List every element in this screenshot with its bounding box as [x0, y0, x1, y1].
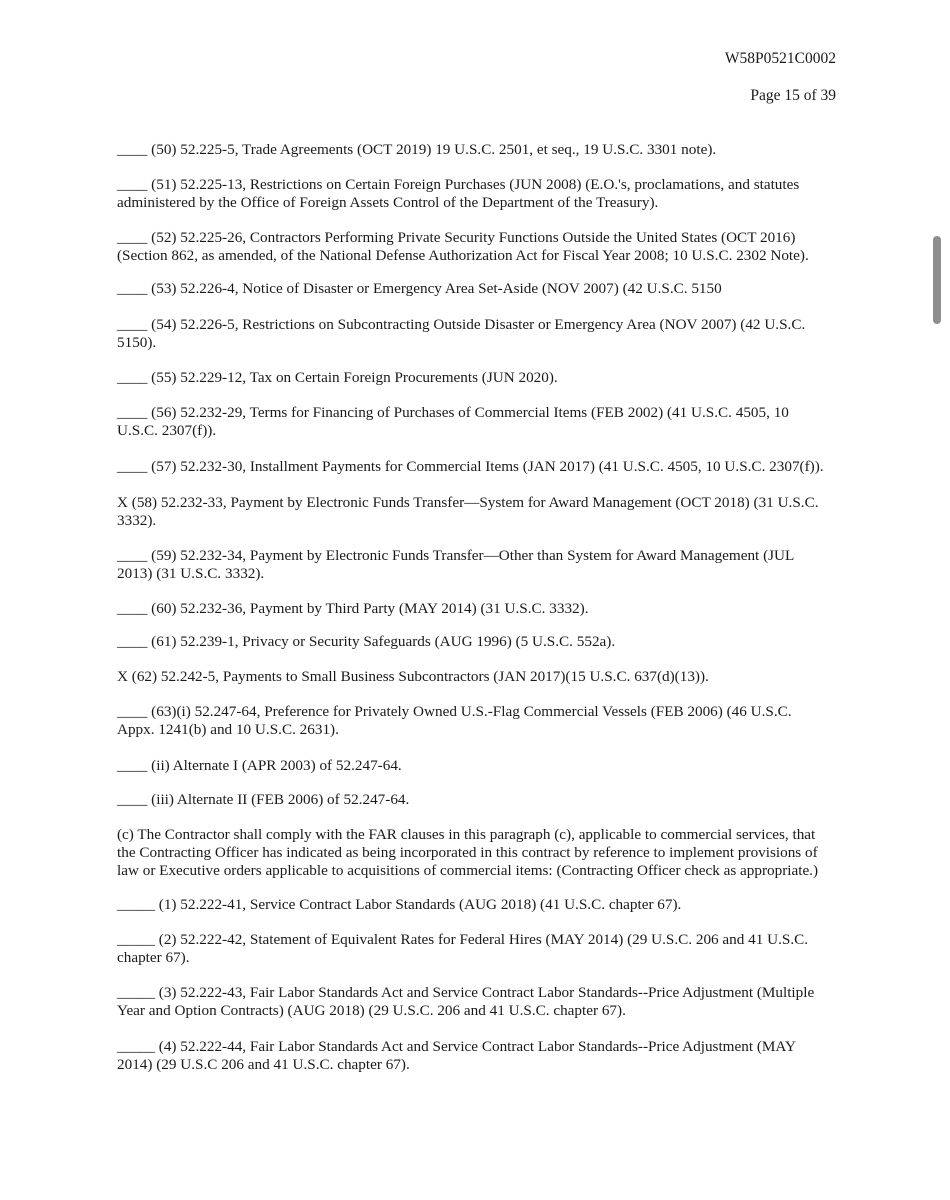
clause-text-line: _____ (1) 52.222-41, Service Contract Labor Standards (AUG 2018) (41 U.S.C. chapter 67).	[117, 896, 682, 913]
clause-item	[117, 757, 842, 775]
scrollbar-thumb[interactable]	[933, 236, 941, 324]
clause-item	[117, 229, 842, 265]
clause-text-line: ____ (53) 52.226-4, Notice of Disaster or Emergency Area Set-Aside (NOV 2007) (42 U.S.C. 5150	[117, 280, 722, 297]
clause-item	[117, 633, 842, 651]
clause-text-line: ____ (56) 52.232-29, Terms for Financing of Purchases of Commercial Items (FEB 2002) (41 U.S.C. 4505, 10	[117, 404, 789, 421]
clause-item	[117, 458, 842, 476]
clause-text-line: _____ (2) 52.222-42, Statement of Equivalent Rates for Federal Hires (MAY 2014) (29 U.S.C. 206 and 41 U.S.C.	[117, 931, 809, 948]
clause-text-line: 2014) (29 U.S.C 206 and 41 U.S.C. chapter 67).	[117, 1056, 410, 1073]
clause-item	[117, 600, 842, 618]
clause-item	[117, 791, 842, 809]
clause-item	[117, 703, 842, 739]
clause-text-line: ____ (ii) Alternate I (APR 2003) of 52.247-64.	[117, 757, 402, 774]
clause-text-line: ____ (54) 52.226-5, Restrictions on Subcontracting Outside Disaster or Emergency Area (NOV 2007) (42 U.S.C.	[117, 316, 806, 333]
clause-text-line: Year and Option Contracts) (AUG 2018) (29 U.S.C. 206 and 41 U.S.C. chapter 67).	[117, 1002, 626, 1019]
clause-item	[117, 280, 842, 298]
contract-number: W58P0521C0002	[724, 50, 836, 67]
clause-item	[117, 984, 842, 1020]
clause-text-line: _____ (4) 52.222-44, Fair Labor Standards Act and Service Contract Labor Standards--Price Adjustment (MAY	[117, 1038, 796, 1055]
clause-text-line: law or Executive orders applicable to acquisitions of commercial items: (Contracting Officer check as appropriate.)	[117, 862, 819, 879]
paragraph-c-intro	[117, 826, 842, 880]
clause-item	[117, 176, 842, 212]
clause-text-line: Appx. 1241(b) and 10 U.S.C. 2631).	[117, 721, 339, 738]
clause-item	[117, 494, 842, 530]
clause-text-line: 5150).	[117, 334, 157, 351]
clause-text-line: ____ (55) 52.229-12, Tax on Certain Foreign Procurements (JUN 2020).	[117, 369, 558, 386]
clause-text-line: ____ (52) 52.225-26, Contractors Performing Private Security Functions Outside the United States (OCT 2016)	[117, 229, 796, 246]
clause-item	[117, 931, 842, 967]
clause-text-line: ____ (51) 52.225-13, Restrictions on Certain Foreign Purchases (JUN 2008) (E.O.'s, proclamations, and statutes	[117, 176, 800, 193]
clause-text-line: 3332).	[117, 512, 157, 529]
clause-text-line: 2013) (31 U.S.C. 3332).	[117, 565, 265, 582]
clause-text-line: chapter 67).	[117, 949, 190, 966]
page-number: Page 15 of 39	[750, 87, 836, 104]
clause-item	[117, 896, 842, 914]
clause-text-line: ____ (iii) Alternate II (FEB 2006) of 52.247-64.	[117, 791, 410, 808]
clause-item	[117, 316, 842, 352]
clause-item	[117, 404, 842, 440]
clause-text-line: ____ (61) 52.239-1, Privacy or Security Safeguards (AUG 1996) (5 U.S.C. 552a).	[117, 633, 616, 650]
clause-item	[117, 1038, 842, 1074]
clause-text-line: the Contracting Officer has indicated as being incorporated in this contract by reference to implement provisions of	[117, 844, 818, 861]
clause-text-line: _____ (3) 52.222-43, Fair Labor Standards Act and Service Contract Labor Standards--Price Adjustment (Multiple	[117, 984, 815, 1001]
clause-text-line: administered by the Office of Foreign Assets Control of the Department of the Treasury).	[117, 194, 659, 211]
clause-text-line: ____ (57) 52.232-30, Installment Payments for Commercial Items (JAN 2017) (41 U.S.C. 4505, 10 U.S.C. 2307(f)).	[117, 458, 824, 475]
clause-text-line: ____ (60) 52.232-36, Payment by Third Party (MAY 2014) (31 U.S.C. 3332).	[117, 600, 589, 617]
clause-item	[117, 547, 842, 583]
clause-item	[117, 141, 842, 159]
clause-text-line: X (58) 52.232-33, Payment by Electronic Funds Transfer—System for Award Management (OCT 2018) (31 U.S.C.	[117, 494, 819, 511]
clause-text-line: ____ (59) 52.232-34, Payment by Electronic Funds Transfer—Other than System for Award Management (JUL	[117, 547, 795, 564]
clause-item	[117, 369, 842, 387]
clause-text-line: U.S.C. 2307(f)).	[117, 422, 217, 439]
clause-text-line: ____ (50) 52.225-5, Trade Agreements (OCT 2019) 19 U.S.C. 2501, et seq., 19 U.S.C. 3301 note).	[117, 141, 717, 158]
clause-text-line: (Section 862, as amended, of the National Defense Authorization Act for Fiscal Year 2008; 10 U.S.C. 2302 Note).	[117, 247, 809, 264]
clause-text-line: ____ (63)(i) 52.247-64, Preference for Privately Owned U.S.-Flag Commercial Vessels (FEB 2006) (46 U.S.C.	[117, 703, 792, 720]
clause-text-line: (c) The Contractor shall comply with the FAR clauses in this paragraph (c), applicable to commercial services, that	[117, 826, 816, 843]
clause-item	[117, 668, 842, 686]
clause-text-line: X (62) 52.242-5, Payments to Small Business Subcontractors (JAN 2017)(15 U.S.C. 637(d)(13)).	[117, 668, 709, 685]
